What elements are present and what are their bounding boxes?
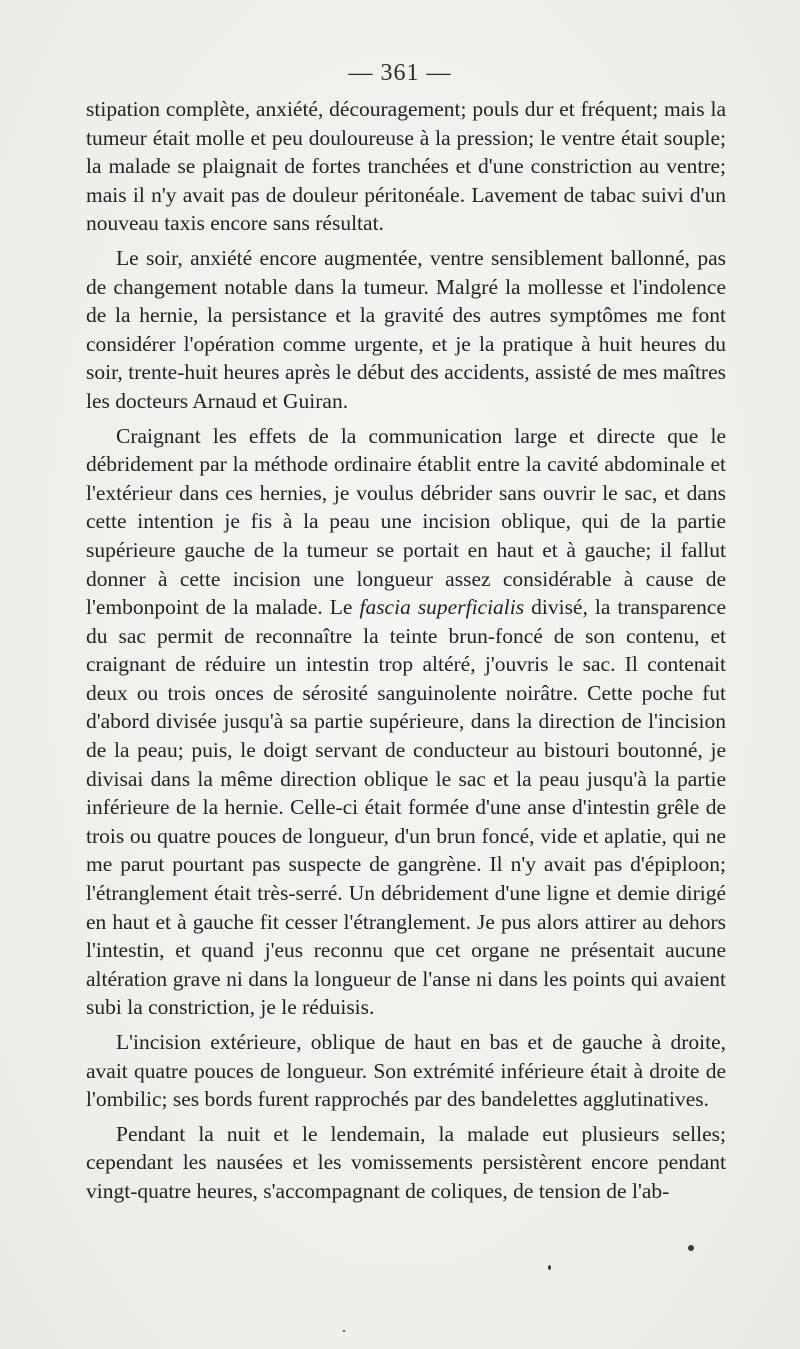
paragraph-1-text: stipation complète, anxiété, découragement; pouls dur et fréquent; mais la tumeur était molle et peu douloureuse à la pression; le ventre était souple; la malade se plaignait de fortes tranchées et d'une constriction au ventre; mais il n'y avait pas de douleur péritonéale. Lavement de tabac suivi d'un nouveau taxis encore sans résultat. [86,97,726,236]
paragraph-3-italic-term: fascia superficialis [359,595,525,620]
paragraph-5 [86,1120,726,1206]
paragraph-2-text: Le soir, anxiété encore augmentée, ventre sensiblement ballonné, pas de changement notable dans la tumeur. Malgré la mollesse et l'indolence de la hernie, la persistance et la gravité des autres symptômes me font considérer l'opération comme urgente, et je la pratique à huit heures du soir, trente-huit heures après le début des accidents, assisté de mes maîtres les docteurs Arnaud et Guiran. [86,245,726,413]
paragraph-4 [86,1028,726,1114]
paragraph-4-text: L'incision extérieure, oblique de haut en bas et de gauche à droite, avait quatre pouces de longueur. Son extrémité inférieure était à droite de l'ombilic; ses bords furent rapprochés par des bandelettes agglutinatives. [86,1030,726,1112]
paragraph-2 [86,244,726,416]
paragraph-3-text-start: Craignant les effets de la communication large et directe que le débridement par la méthode ordinaire établit entre la cavité abdominale et l'extérieur dans ces hernies, je voulus débrider sans ouvrir le sac, et dans cette intention je fis à la peau une incision oblique, qui de la partie supérieure gauche de la tumeur se portait en haut et à gauche; il fallut donner à cette incision une longueur assez considérable à cause de l'embonpoint de la malade. Le [86,423,726,620]
paragraph-1 [86,95,726,238]
ink-speck [343,1330,345,1332]
body-text [86,95,726,1212]
paragraph-5-text: Pendant la nuit et le lendemain, la malade eut plusieurs selles; cependant les nausées et les vomissements persistèrent encore pendant vingt-quatre heures, s'accompagnant de coliques, de tension de l'ab- [86,1121,726,1203]
ink-speck [688,1245,694,1251]
paragraph-3 [86,422,726,1022]
paragraph-3-text-end: divisé, la transparence du sac permit de reconnaître la teinte brun-foncé de son contenu, et craignant de réduire un intestin trop altéré, j'ouvris le sac. Il contenait deux ou trois onces de sérosité sanguinolente noirâtre. Cette poche fut d'abord divisée jusqu'à sa partie supérieure, dans la direction de l'incision de la peau; puis, le doigt servant de conducteur au bistouri boutonné, je divisai dans la même direction oblique le sac et la peau jusqu'à la partie inférieure de la hernie. Celle-ci était formée d'une anse d'intestin grêle de trois ou quatre pouces de longueur, d'un brun foncé, vide et aplatie, qui ne me parut pourtant pas suspecte de gangrène. Il n'y avait pas d'épiploon; l'étranglement était très-serré. Un débridement d'une ligne et demie dirigé en haut et à gauche fit cesser l'étranglement. Je pus alors attirer au dehors l'intestin, et quand j'eus reconnu que cet organe ne présentait aucune altération grave ni dans la longueur de l'anse ni dans les points qui avaient subi la constriction, je le réduisis. [86,595,726,1020]
page-number: — 361 — [348,60,452,86]
ink-speck [548,1265,551,1270]
